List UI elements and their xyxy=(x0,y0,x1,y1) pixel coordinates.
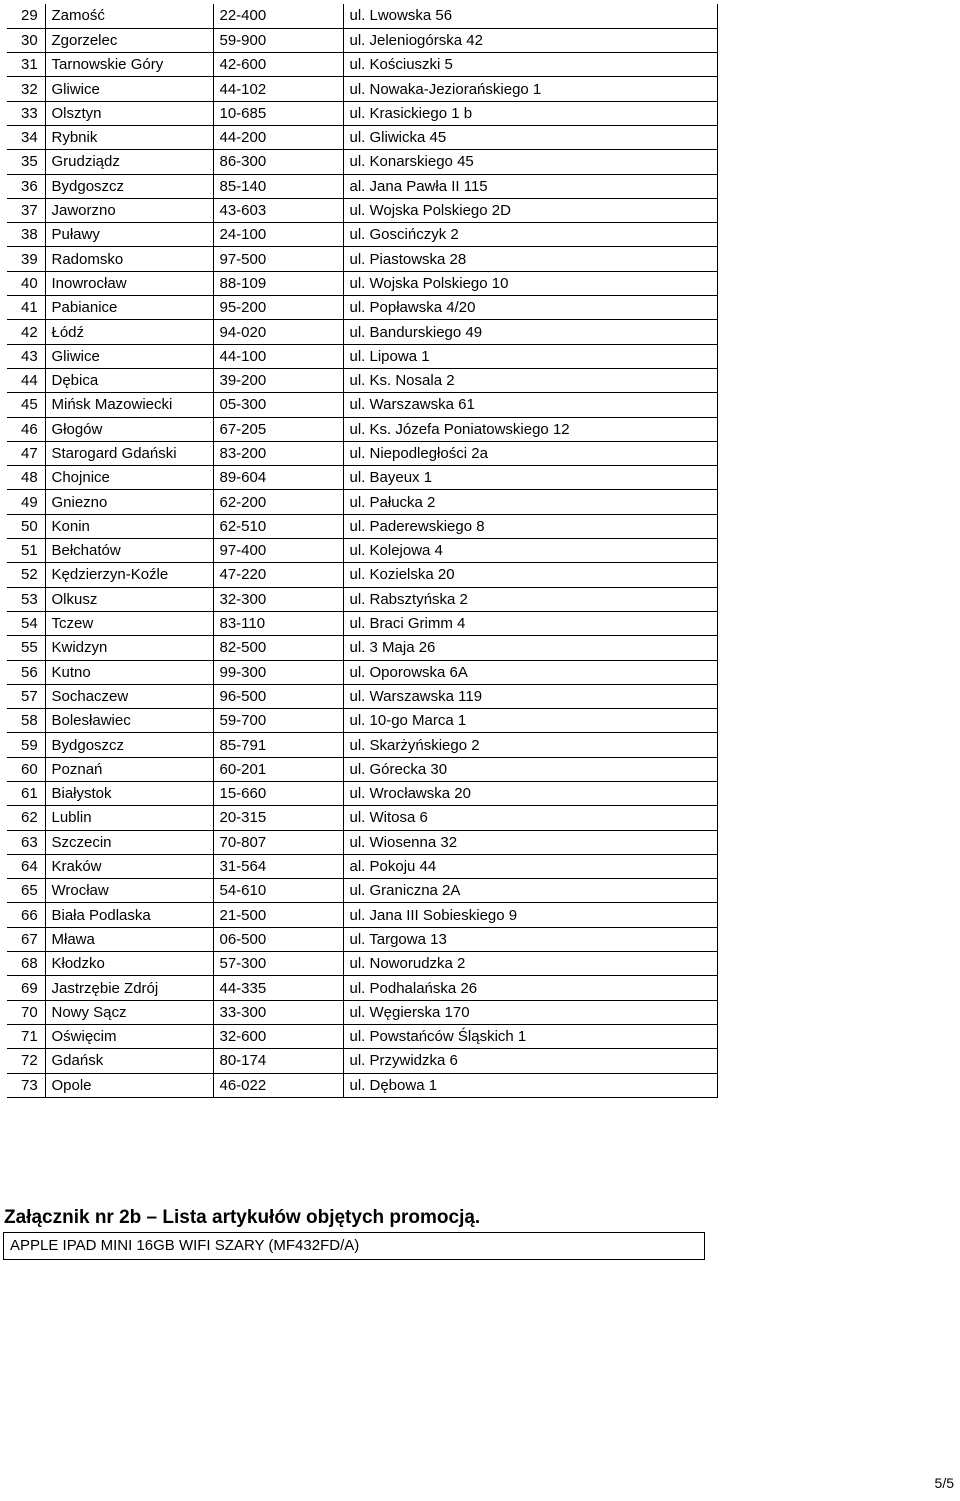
table-row xyxy=(7,198,717,222)
store-city: Głogów xyxy=(45,417,213,441)
store-postal-code: 86-300 xyxy=(213,150,343,174)
store-city: Bolesławiec xyxy=(45,709,213,733)
store-city: Radomsko xyxy=(45,247,213,271)
store-postal-code: 95-200 xyxy=(213,296,343,320)
store-number: 51 xyxy=(7,539,45,563)
stores-table xyxy=(7,4,718,1098)
store-number: 37 xyxy=(7,198,45,222)
store-number: 42 xyxy=(7,320,45,344)
table-row xyxy=(7,223,717,247)
store-postal-code: 20-315 xyxy=(213,806,343,830)
store-city: Gliwice xyxy=(45,77,213,101)
store-address: ul. Lipowa 1 xyxy=(343,344,717,368)
store-address: ul. Bandurskiego 49 xyxy=(343,320,717,344)
store-city: Biała Podlaska xyxy=(45,903,213,927)
store-address: ul. Wrocławska 20 xyxy=(343,782,717,806)
store-address: ul. Warszawska 119 xyxy=(343,684,717,708)
table-row xyxy=(7,53,717,77)
store-number: 47 xyxy=(7,441,45,465)
store-city: Bydgoszcz xyxy=(45,733,213,757)
store-number: 38 xyxy=(7,223,45,247)
store-number: 31 xyxy=(7,53,45,77)
store-postal-code: 59-900 xyxy=(213,28,343,52)
store-number: 48 xyxy=(7,466,45,490)
store-address: ul. Lwowska 56 xyxy=(343,4,717,28)
store-postal-code: 82-500 xyxy=(213,636,343,660)
store-city: Inowrocław xyxy=(45,271,213,295)
store-city: Kędzierzyn-Koźle xyxy=(45,563,213,587)
store-city: Starogard Gdański xyxy=(45,441,213,465)
store-postal-code: 59-700 xyxy=(213,709,343,733)
store-city: Oświęcim xyxy=(45,1024,213,1048)
store-number: 29 xyxy=(7,4,45,28)
store-address: ul. Krasickiego 1 b xyxy=(343,101,717,125)
store-city: Dębica xyxy=(45,368,213,392)
store-postal-code: 33-300 xyxy=(213,1000,343,1024)
page-number: 5/5 xyxy=(934,1475,954,1491)
store-city: Białystok xyxy=(45,782,213,806)
store-number: 68 xyxy=(7,952,45,976)
store-postal-code: 96-500 xyxy=(213,684,343,708)
store-address: ul. Goscińczyk 2 xyxy=(343,223,717,247)
store-city: Szczecin xyxy=(45,830,213,854)
store-city: Zgorzelec xyxy=(45,28,213,52)
table-row xyxy=(7,174,717,198)
store-address: ul. Pałucka 2 xyxy=(343,490,717,514)
store-postal-code: 85-140 xyxy=(213,174,343,198)
store-postal-code: 54-610 xyxy=(213,879,343,903)
store-address: ul. Przywidzka 6 xyxy=(343,1049,717,1073)
store-number: 56 xyxy=(7,660,45,684)
table-row xyxy=(7,539,717,563)
promotion-product-cell: APPLE IPAD MINI 16GB WIFI SZARY (MF432FD/A) xyxy=(3,1232,705,1260)
store-city: Gdańsk xyxy=(45,1049,213,1073)
store-postal-code: 83-110 xyxy=(213,611,343,635)
store-postal-code: 15-660 xyxy=(213,782,343,806)
store-postal-code: 39-200 xyxy=(213,368,343,392)
store-city: Kwidzyn xyxy=(45,636,213,660)
store-city: Tczew xyxy=(45,611,213,635)
table-row xyxy=(7,952,717,976)
table-row xyxy=(7,757,717,781)
store-city: Konin xyxy=(45,514,213,538)
store-postal-code: 06-500 xyxy=(213,927,343,951)
store-postal-code: 44-200 xyxy=(213,125,343,149)
table-row xyxy=(7,854,717,878)
store-number: 62 xyxy=(7,806,45,830)
store-postal-code: 10-685 xyxy=(213,101,343,125)
store-number: 46 xyxy=(7,417,45,441)
table-row xyxy=(7,441,717,465)
store-number: 54 xyxy=(7,611,45,635)
store-postal-code: 57-300 xyxy=(213,952,343,976)
store-address: al. Jana Pawła II 115 xyxy=(343,174,717,198)
store-number: 40 xyxy=(7,271,45,295)
store-postal-code: 44-335 xyxy=(213,976,343,1000)
store-address: ul. Podhalańska 26 xyxy=(343,976,717,1000)
store-postal-code: 97-400 xyxy=(213,539,343,563)
store-address: ul. Ks. Nosala 2 xyxy=(343,368,717,392)
store-city: Mińsk Mazowiecki xyxy=(45,393,213,417)
table-row xyxy=(7,709,717,733)
store-city: Opole xyxy=(45,1073,213,1097)
store-city: Bełchatów xyxy=(45,539,213,563)
table-row xyxy=(7,125,717,149)
store-postal-code: 89-604 xyxy=(213,466,343,490)
store-address: ul. Nowaka-Jeziorańskiego 1 xyxy=(343,77,717,101)
table-row xyxy=(7,320,717,344)
store-number: 30 xyxy=(7,28,45,52)
store-number: 43 xyxy=(7,344,45,368)
store-address: ul. Rabsztyńska 2 xyxy=(343,587,717,611)
store-number: 65 xyxy=(7,879,45,903)
table-row xyxy=(7,782,717,806)
store-city: Wrocław xyxy=(45,879,213,903)
store-address: ul. Kościuszki 5 xyxy=(343,53,717,77)
store-number: 59 xyxy=(7,733,45,757)
store-city: Bydgoszcz xyxy=(45,174,213,198)
store-postal-code: 22-400 xyxy=(213,4,343,28)
store-address: ul. Bayeux 1 xyxy=(343,466,717,490)
store-address: ul. Jana III Sobieskiego 9 xyxy=(343,903,717,927)
store-number: 58 xyxy=(7,709,45,733)
store-postal-code: 32-300 xyxy=(213,587,343,611)
store-address: ul. Paderewskiego 8 xyxy=(343,514,717,538)
store-city: Puławy xyxy=(45,223,213,247)
store-address: ul. Kozielska 20 xyxy=(343,563,717,587)
store-city: Łódź xyxy=(45,320,213,344)
store-postal-code: 67-205 xyxy=(213,417,343,441)
store-postal-code: 83-200 xyxy=(213,441,343,465)
table-row xyxy=(7,150,717,174)
store-number: 41 xyxy=(7,296,45,320)
store-number: 49 xyxy=(7,490,45,514)
store-number: 63 xyxy=(7,830,45,854)
table-row xyxy=(7,296,717,320)
store-number: 72 xyxy=(7,1049,45,1073)
store-number: 67 xyxy=(7,927,45,951)
table-row xyxy=(7,733,717,757)
store-city: Lublin xyxy=(45,806,213,830)
store-number: 39 xyxy=(7,247,45,271)
store-city: Poznań xyxy=(45,757,213,781)
store-address: ul. Warszawska 61 xyxy=(343,393,717,417)
store-postal-code: 44-102 xyxy=(213,77,343,101)
store-number: 73 xyxy=(7,1073,45,1097)
store-number: 33 xyxy=(7,101,45,125)
store-postal-code: 88-109 xyxy=(213,271,343,295)
store-number: 52 xyxy=(7,563,45,587)
store-number: 61 xyxy=(7,782,45,806)
store-postal-code: 94-020 xyxy=(213,320,343,344)
store-number: 35 xyxy=(7,150,45,174)
table-row xyxy=(7,101,717,125)
table-row xyxy=(7,976,717,1000)
table-row xyxy=(7,514,717,538)
store-number: 44 xyxy=(7,368,45,392)
store-number: 34 xyxy=(7,125,45,149)
store-city: Kutno xyxy=(45,660,213,684)
store-number: 71 xyxy=(7,1024,45,1048)
store-city: Kłodzko xyxy=(45,952,213,976)
store-city: Pabianice xyxy=(45,296,213,320)
store-address: ul. Skarżyńskiego 2 xyxy=(343,733,717,757)
store-address: ul. Popławska 4/20 xyxy=(343,296,717,320)
store-postal-code: 21-500 xyxy=(213,903,343,927)
store-address: ul. Wojska Polskiego 10 xyxy=(343,271,717,295)
store-city: Gniezno xyxy=(45,490,213,514)
table-row xyxy=(7,77,717,101)
store-postal-code: 31-564 xyxy=(213,854,343,878)
store-postal-code: 05-300 xyxy=(213,393,343,417)
store-address: ul. 10-go Marca 1 xyxy=(343,709,717,733)
store-address: ul. 3 Maja 26 xyxy=(343,636,717,660)
store-address: ul. Niepodległości 2a xyxy=(343,441,717,465)
table-row xyxy=(7,1049,717,1073)
store-address: ul. Górecka 30 xyxy=(343,757,717,781)
store-number: 36 xyxy=(7,174,45,198)
store-city: Zamość xyxy=(45,4,213,28)
store-address: ul. Jeleniogórska 42 xyxy=(343,28,717,52)
store-city: Nowy Sącz xyxy=(45,1000,213,1024)
table-row xyxy=(7,393,717,417)
store-postal-code: 99-300 xyxy=(213,660,343,684)
store-city: Olsztyn xyxy=(45,101,213,125)
store-postal-code: 60-201 xyxy=(213,757,343,781)
store-address: ul. Braci Grimm 4 xyxy=(343,611,717,635)
store-city: Sochaczew xyxy=(45,684,213,708)
table-row xyxy=(7,879,717,903)
table-row xyxy=(7,490,717,514)
store-city: Mława xyxy=(45,927,213,951)
store-postal-code: 80-174 xyxy=(213,1049,343,1073)
store-postal-code: 32-600 xyxy=(213,1024,343,1048)
table-row xyxy=(7,1024,717,1048)
table-row xyxy=(7,684,717,708)
store-city: Jaworzno xyxy=(45,198,213,222)
store-address: ul. Gliwicka 45 xyxy=(343,125,717,149)
store-number: 57 xyxy=(7,684,45,708)
store-postal-code: 44-100 xyxy=(213,344,343,368)
store-postal-code: 62-200 xyxy=(213,490,343,514)
store-address: ul. Witosa 6 xyxy=(343,806,717,830)
table-row xyxy=(7,636,717,660)
store-address: ul. Targowa 13 xyxy=(343,927,717,951)
store-number: 55 xyxy=(7,636,45,660)
store-address: ul. Konarskiego 45 xyxy=(343,150,717,174)
table-row xyxy=(7,28,717,52)
store-city: Jastrzębie Zdrój xyxy=(45,976,213,1000)
store-address: ul. Wiosenna 32 xyxy=(343,830,717,854)
store-postal-code: 47-220 xyxy=(213,563,343,587)
store-number: 64 xyxy=(7,854,45,878)
store-city: Kraków xyxy=(45,854,213,878)
table-row xyxy=(7,830,717,854)
store-postal-code: 62-510 xyxy=(213,514,343,538)
store-address: ul. Graniczna 2A xyxy=(343,879,717,903)
table-row xyxy=(7,587,717,611)
table-row xyxy=(7,927,717,951)
table-row xyxy=(7,903,717,927)
table-row xyxy=(7,4,717,28)
store-postal-code: 24-100 xyxy=(213,223,343,247)
table-row xyxy=(7,1073,717,1097)
table-row xyxy=(7,417,717,441)
annex-title: Załącznik nr 2b – Lista artykułów objętych promocją. xyxy=(4,1207,481,1228)
store-postal-code: 43-603 xyxy=(213,198,343,222)
store-number: 45 xyxy=(7,393,45,417)
table-row xyxy=(7,247,717,271)
store-address: ul. Kolejowa 4 xyxy=(343,539,717,563)
store-number: 70 xyxy=(7,1000,45,1024)
store-postal-code: 97-500 xyxy=(213,247,343,271)
table-row xyxy=(7,806,717,830)
table-row xyxy=(7,1000,717,1024)
table-row xyxy=(7,563,717,587)
store-postal-code: 46-022 xyxy=(213,1073,343,1097)
store-number: 50 xyxy=(7,514,45,538)
store-postal-code: 70-807 xyxy=(213,830,343,854)
store-address: al. Pokoju 44 xyxy=(343,854,717,878)
store-number: 60 xyxy=(7,757,45,781)
table-row xyxy=(7,344,717,368)
store-city: Tarnowskie Góry xyxy=(45,53,213,77)
store-city: Grudziądz xyxy=(45,150,213,174)
store-address: ul. Ks. Józefa Poniatowskiego 12 xyxy=(343,417,717,441)
table-row xyxy=(7,271,717,295)
store-address: ul. Noworudzka 2 xyxy=(343,952,717,976)
store-address: ul. Dębowa 1 xyxy=(343,1073,717,1097)
stores-table-body xyxy=(7,4,717,1097)
store-address: ul. Oporowska 6A xyxy=(343,660,717,684)
store-postal-code: 42-600 xyxy=(213,53,343,77)
store-number: 69 xyxy=(7,976,45,1000)
table-row xyxy=(7,466,717,490)
store-address: ul. Powstańców Śląskich 1 xyxy=(343,1024,717,1048)
store-city: Gliwice xyxy=(45,344,213,368)
store-address: ul. Węgierska 170 xyxy=(343,1000,717,1024)
store-number: 66 xyxy=(7,903,45,927)
store-number: 53 xyxy=(7,587,45,611)
table-row xyxy=(7,660,717,684)
store-postal-code: 85-791 xyxy=(213,733,343,757)
store-number: 32 xyxy=(7,77,45,101)
store-address: ul. Wojska Polskiego 2D xyxy=(343,198,717,222)
table-row xyxy=(7,611,717,635)
store-address: ul. Piastowska 28 xyxy=(343,247,717,271)
store-city: Chojnice xyxy=(45,466,213,490)
store-city: Olkusz xyxy=(45,587,213,611)
store-city: Rybnik xyxy=(45,125,213,149)
table-row xyxy=(7,368,717,392)
